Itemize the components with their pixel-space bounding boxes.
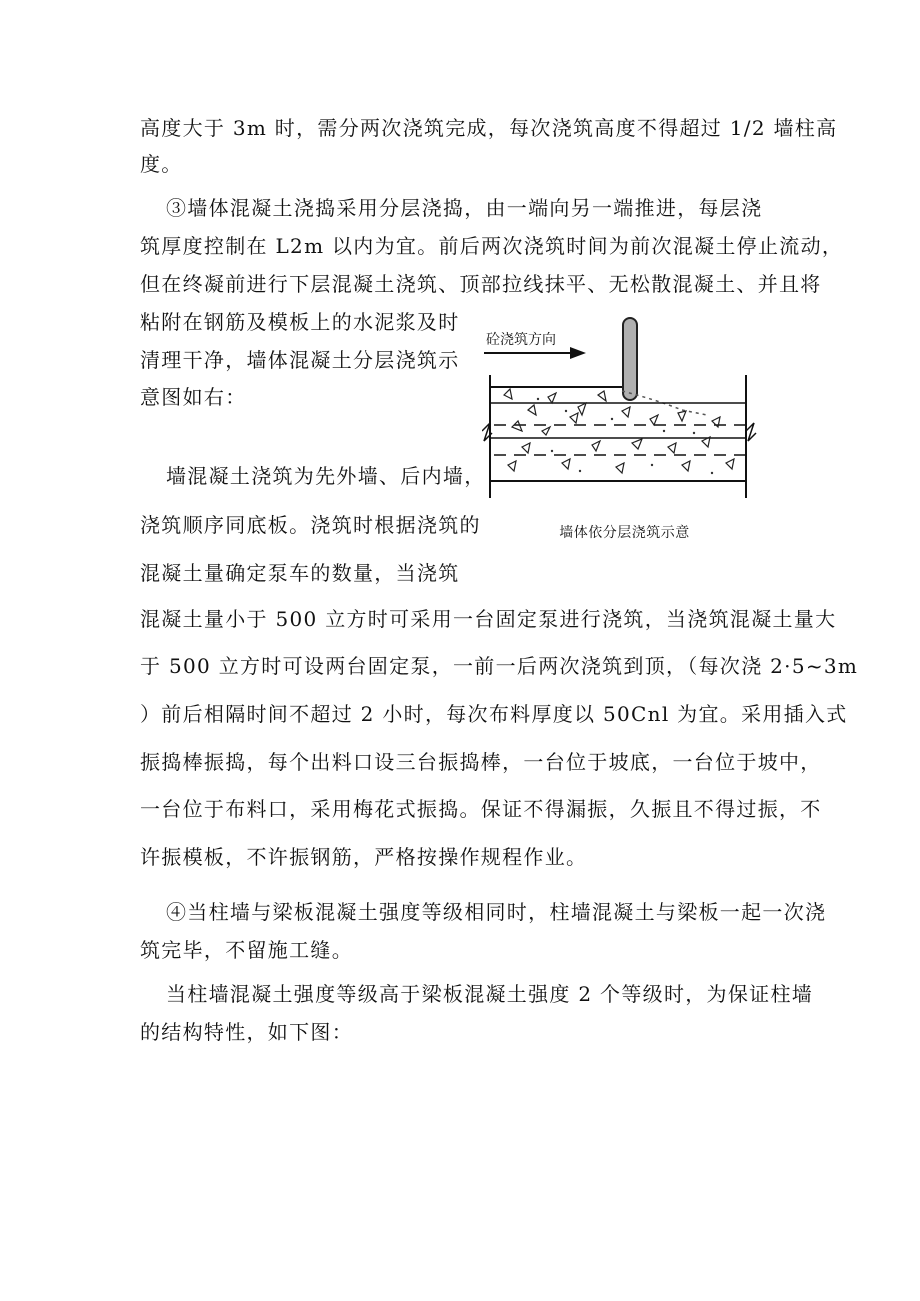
text-line-11: 混凝土量确定泵车的数量，当浇筑 xyxy=(140,561,460,585)
layered-pouring-figure xyxy=(482,315,767,555)
pouring-diagram xyxy=(482,315,767,515)
figure-caption: 墙体依分层浇筑示意 xyxy=(559,525,690,541)
text-line-9: 墙混凝土浇筑为先外墙、后内墙， xyxy=(166,464,486,488)
text-line-1: 高度大于 3m 时，需分两次浇筑完成，每次浇筑高度不得超过 1/2 墙柱高 xyxy=(140,116,838,140)
text-line-5: 但在终凝前进行下层混凝土浇筑、顶部拉线抹平、无松散混凝土、并且将 xyxy=(140,272,822,296)
text-line-20: 当柱墙混凝土强度等级高于梁板混凝土强度 2 个等级时，为保证柱墙 xyxy=(166,982,814,1006)
text-line-13: 于 500 立方时可设两台固定泵，一前一后两次浇筑到顶，（每次浇 2·5~3m xyxy=(140,654,859,678)
text-line-16: 一台位于布料口，采用梅花式振捣。保证不得漏振，久振且不得过振，不 xyxy=(140,797,822,821)
text-line-2: 度。 xyxy=(140,152,183,176)
text-line-3: ③墙体混凝土浇捣采用分层浇捣，由一端向另一端推进，每层浇 xyxy=(166,196,763,220)
text-line-8: 意图如右： xyxy=(140,385,247,409)
text-line-21: 的结构特性，如下图： xyxy=(140,1020,353,1044)
break-mark-right xyxy=(746,423,756,441)
text-line-6: 粘附在钢筋及模板上的水泥浆及时 xyxy=(140,310,460,334)
aggregate-particles xyxy=(504,389,734,473)
text-line-15: 振捣棒振捣，每个出料口设三台振捣棒，一台位于坡底，一台位于坡中， xyxy=(140,750,822,774)
text-line-17: 许振模板，不许振钢筋，严格按操作规程作业。 xyxy=(140,845,588,869)
direction-arrow-head xyxy=(570,347,586,359)
text-line-12: 混凝土量小于 500 立方时可采用一台固定泵进行浇筑，当浇筑混凝土量大 xyxy=(140,607,837,631)
text-line-19: 筑完毕，不留施工缝。 xyxy=(140,938,353,962)
text-line-7: 清理干净，墙体混凝土分层浇筑示 xyxy=(140,348,460,372)
text-line-4: 筑厚度控制在 L2m 以内为宜。前后两次浇筑时间为前次混凝土停止流动， xyxy=(140,234,844,258)
text-line-14: ）前后相隔时间不超过 2 小时，每次布料厚度以 50Cnl 为宜。采用插入式 xyxy=(140,702,848,726)
text-line-10: 浇筑顺序同底板。浇筑时根据浇筑的 xyxy=(140,513,481,537)
pump-pipe xyxy=(623,318,637,400)
arrow-label: 砼浇筑方向 xyxy=(486,332,556,348)
text-line-18: ④当柱墙与梁板混凝土强度等级相同时，柱墙混凝土与梁板一起一次浇 xyxy=(166,900,827,924)
